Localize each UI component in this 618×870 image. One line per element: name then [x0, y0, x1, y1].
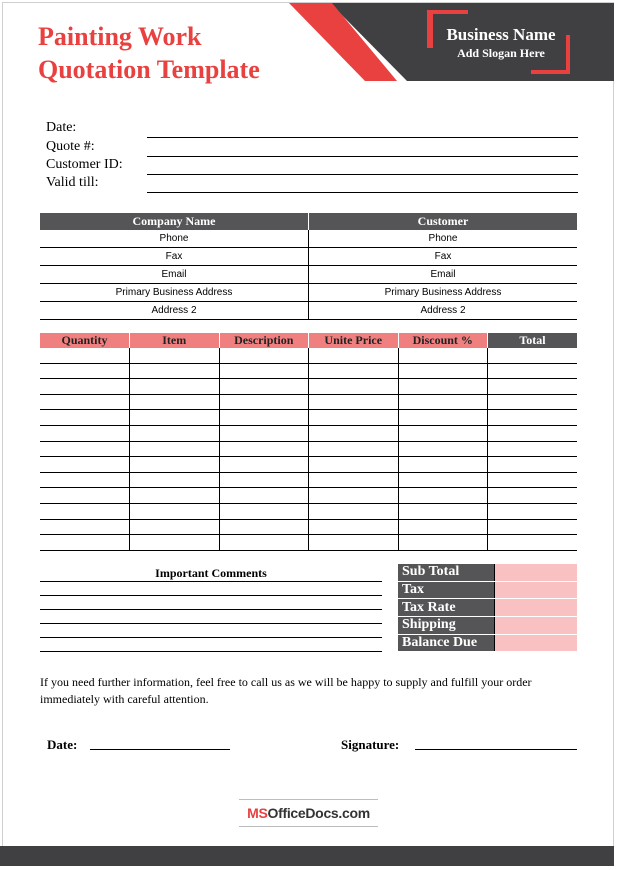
customer-phone-cell[interactable]: Phone	[309, 230, 578, 248]
customer-header[interactable]: Customer	[309, 213, 578, 230]
description-cell[interactable]	[219, 519, 309, 535]
discount-cell[interactable]	[398, 425, 488, 441]
unit-price-cell[interactable]	[309, 363, 399, 379]
company-customer-table	[40, 213, 577, 320]
valid-till-label: Valid till:	[46, 175, 99, 190]
customer-email-cell[interactable]: Email	[309, 266, 578, 284]
description-cell[interactable]	[219, 441, 309, 457]
table-row	[40, 503, 577, 519]
quantity-cell[interactable]	[40, 441, 130, 457]
unit-price-cell[interactable]	[309, 379, 399, 395]
table-row	[40, 519, 577, 535]
customer-fax-cell[interactable]: Fax	[309, 248, 578, 266]
quantity-cell[interactable]	[40, 348, 130, 363]
total-cell[interactable]	[488, 348, 578, 363]
date-label: Date:	[46, 120, 77, 135]
total-cell[interactable]	[488, 457, 578, 473]
logo-text	[239, 805, 378, 821]
description-cell[interactable]	[219, 535, 309, 551]
comment-line[interactable]	[40, 637, 382, 638]
quote-number-label: Quote #:	[46, 139, 95, 154]
description-cell[interactable]	[219, 425, 309, 441]
discount-header: Discount %	[398, 333, 488, 348]
comment-line[interactable]	[40, 595, 382, 596]
table-row	[40, 379, 577, 395]
tax-rate-value[interactable]	[495, 599, 578, 617]
balance-due-row	[398, 634, 577, 652]
signoff-date-label: Date:	[47, 737, 78, 752]
quantity-header: Quantity	[40, 333, 130, 348]
quantity-cell[interactable]	[40, 394, 130, 410]
items-header-row	[40, 333, 577, 348]
item-cell[interactable]	[130, 519, 220, 535]
table-row	[40, 425, 577, 441]
table-row	[40, 266, 577, 284]
table-row	[40, 302, 577, 320]
total-cell[interactable]	[488, 410, 578, 426]
logo-top-rule	[239, 799, 378, 800]
msofficedocs-logo	[239, 799, 378, 829]
signoff-date-line[interactable]	[90, 749, 230, 750]
unit-price-header: Unite Price	[309, 333, 399, 348]
tax-rate-label: Tax Rate	[398, 599, 495, 617]
company-email-cell[interactable]: Email	[40, 266, 309, 284]
quote-number-field[interactable]	[46, 139, 578, 157]
quantity-cell[interactable]	[40, 410, 130, 426]
logo-rest: OfficeDocs.com	[267, 805, 370, 821]
discount-cell[interactable]	[398, 410, 488, 426]
valid-till-input-line[interactable]	[147, 192, 578, 193]
logo-ms: MS	[247, 805, 268, 821]
total-cell[interactable]	[488, 535, 578, 551]
company-phone-cell[interactable]: Phone	[40, 230, 309, 248]
discount-cell[interactable]	[398, 348, 488, 363]
total-cell[interactable]	[488, 503, 578, 519]
company-address-cell[interactable]: Primary Business Address	[40, 284, 309, 302]
unit-price-cell[interactable]	[309, 472, 399, 488]
table-row	[40, 457, 577, 473]
tax-label: Tax	[398, 581, 495, 599]
item-cell[interactable]	[130, 379, 220, 395]
table-row	[40, 488, 577, 504]
item-cell[interactable]	[130, 425, 220, 441]
footer-bar	[0, 846, 614, 866]
table-row	[40, 363, 577, 379]
business-slogan[interactable]: Add Slogan Here	[457, 46, 545, 60]
business-name[interactable]: Business Name	[446, 25, 556, 44]
table-row	[40, 535, 577, 551]
valid-till-field[interactable]	[46, 175, 578, 193]
unit-price-cell[interactable]	[309, 394, 399, 410]
total-cell[interactable]	[488, 519, 578, 535]
item-cell[interactable]	[130, 488, 220, 504]
item-cell[interactable]	[130, 348, 220, 363]
discount-cell[interactable]	[398, 519, 488, 535]
shipping-row	[398, 617, 577, 635]
description-cell[interactable]	[219, 379, 309, 395]
company-customer-header-row	[40, 213, 577, 230]
comment-line[interactable]	[40, 651, 382, 652]
discount-cell[interactable]	[398, 472, 488, 488]
customer-address-cell[interactable]: Primary Business Address	[309, 284, 578, 302]
quantity-cell[interactable]	[40, 425, 130, 441]
totals-table	[398, 564, 577, 652]
unit-price-cell[interactable]	[309, 535, 399, 551]
item-cell[interactable]	[130, 363, 220, 379]
item-cell[interactable]	[130, 410, 220, 426]
comment-line[interactable]	[40, 609, 382, 610]
shipping-value[interactable]	[495, 617, 578, 635]
discount-cell[interactable]	[398, 535, 488, 551]
logo-bottom-rule	[239, 826, 378, 827]
description-cell[interactable]	[219, 488, 309, 504]
table-row	[40, 348, 577, 363]
balance-due-value[interactable]	[495, 634, 578, 652]
shipping-label: Shipping	[398, 617, 495, 635]
total-cell[interactable]	[488, 394, 578, 410]
tax-row	[398, 581, 577, 599]
title-line-2: Quotation Template	[38, 55, 260, 84]
date-input-line[interactable]	[147, 137, 578, 138]
total-cell[interactable]	[488, 441, 578, 457]
table-row	[40, 472, 577, 488]
description-cell[interactable]	[219, 472, 309, 488]
signature-line[interactable]	[415, 749, 577, 750]
unit-price-cell[interactable]	[309, 425, 399, 441]
tax-value[interactable]	[495, 581, 578, 599]
customer-address2-cell[interactable]: Address 2	[309, 302, 578, 320]
discount-cell[interactable]	[398, 488, 488, 504]
customer-id-field[interactable]	[46, 157, 578, 175]
total-cell[interactable]	[488, 363, 578, 379]
total-header: Total	[488, 333, 578, 348]
title-line-1: Painting Work	[38, 22, 202, 51]
signature-label: Signature:	[341, 737, 400, 752]
page-title	[38, 20, 260, 86]
discount-cell[interactable]	[398, 379, 488, 395]
balance-due-label: Balance Due	[398, 634, 495, 652]
discount-cell[interactable]	[398, 394, 488, 410]
quantity-cell[interactable]	[40, 488, 130, 504]
unit-price-cell[interactable]	[309, 519, 399, 535]
description-header: Description	[219, 333, 309, 348]
unit-price-cell[interactable]	[309, 441, 399, 457]
unit-price-cell[interactable]	[309, 410, 399, 426]
item-cell[interactable]	[130, 441, 220, 457]
quantity-cell[interactable]	[40, 503, 130, 519]
description-cell[interactable]	[219, 410, 309, 426]
item-cell[interactable]	[130, 457, 220, 473]
description-cell[interactable]	[219, 394, 309, 410]
date-field[interactable]	[46, 120, 578, 138]
quantity-cell[interactable]	[40, 519, 130, 535]
description-cell[interactable]	[219, 457, 309, 473]
total-cell[interactable]	[488, 488, 578, 504]
company-address2-cell[interactable]: Address 2	[40, 302, 309, 320]
company-fax-cell[interactable]: Fax	[40, 248, 309, 266]
discount-cell[interactable]	[398, 457, 488, 473]
unit-price-cell[interactable]	[309, 348, 399, 363]
unit-price-cell[interactable]	[309, 457, 399, 473]
table-row	[40, 410, 577, 426]
quantity-cell[interactable]	[40, 472, 130, 488]
discount-cell[interactable]	[398, 503, 488, 519]
item-header: Item	[130, 333, 220, 348]
description-cell[interactable]	[219, 363, 309, 379]
comments-title: Important Comments	[155, 566, 267, 580]
item-cell[interactable]	[130, 535, 220, 551]
table-row	[40, 441, 577, 457]
company-name-header[interactable]: Company Name	[40, 213, 309, 230]
unit-price-cell[interactable]	[309, 503, 399, 519]
total-cell[interactable]	[488, 425, 578, 441]
description-cell[interactable]	[219, 348, 309, 363]
items-table	[40, 333, 577, 551]
table-row	[40, 230, 577, 248]
item-cell[interactable]	[130, 394, 220, 410]
description-cell[interactable]	[219, 503, 309, 519]
item-cell[interactable]	[130, 472, 220, 488]
quantity-cell[interactable]	[40, 363, 130, 379]
quantity-cell[interactable]	[40, 535, 130, 551]
item-cell[interactable]	[130, 503, 220, 519]
table-row	[40, 394, 577, 410]
discount-cell[interactable]	[398, 441, 488, 457]
comment-line[interactable]	[40, 581, 382, 582]
tax-rate-row	[398, 599, 577, 617]
quantity-cell[interactable]	[40, 457, 130, 473]
table-row	[40, 248, 577, 266]
unit-price-cell[interactable]	[309, 488, 399, 504]
total-cell[interactable]	[488, 379, 578, 395]
total-cell[interactable]	[488, 472, 578, 488]
customer-id-label: Customer ID:	[46, 157, 123, 172]
subtotal-row	[398, 564, 577, 581]
table-row	[40, 284, 577, 302]
closing-note: If you need further information, feel free to call us as we will be happy to supply and fulfill your order immediately with careful attention.	[40, 675, 532, 706]
discount-cell[interactable]	[398, 363, 488, 379]
subtotal-label: Sub Total	[398, 564, 495, 581]
quantity-cell[interactable]	[40, 379, 130, 395]
comment-line[interactable]	[40, 623, 382, 624]
subtotal-value[interactable]	[495, 564, 578, 581]
